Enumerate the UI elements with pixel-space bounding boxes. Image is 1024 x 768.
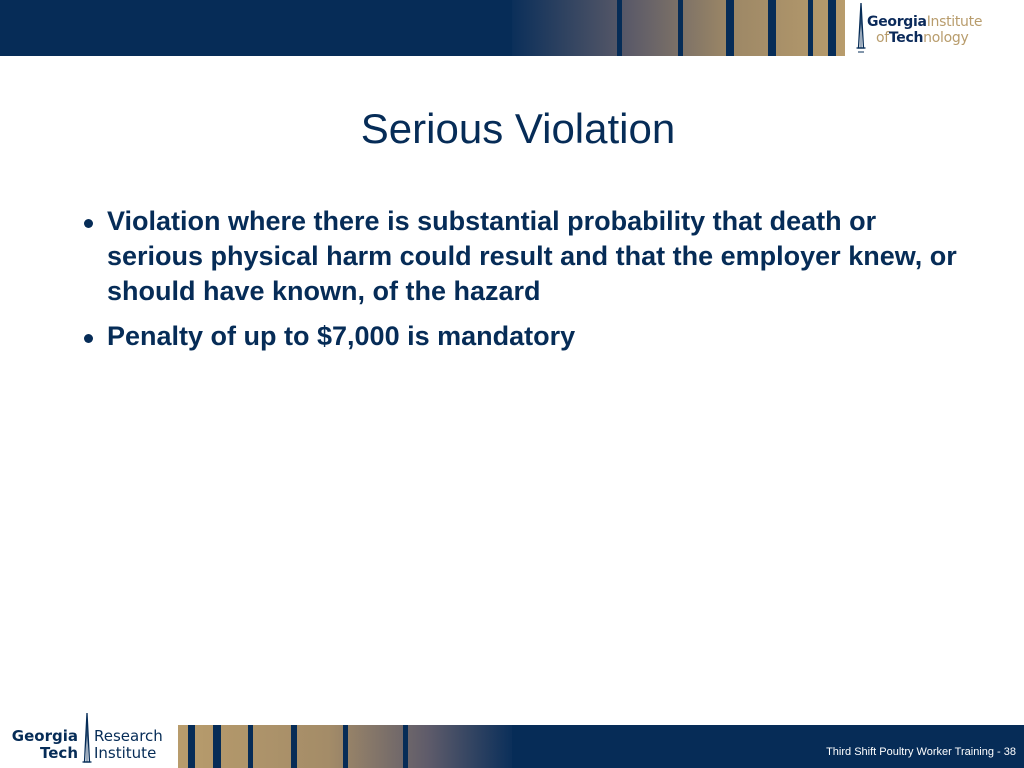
header-stripe bbox=[828, 0, 836, 56]
slide-title: Serious Violation bbox=[360, 105, 676, 152]
bullet-item bbox=[84, 204, 964, 309]
gtri-tech: Tech bbox=[40, 744, 78, 762]
logo-nology: nology bbox=[923, 30, 969, 46]
footer-stripe bbox=[291, 725, 297, 768]
logo-georgia: Georgia bbox=[867, 14, 927, 30]
header-stripe bbox=[726, 0, 734, 56]
footer-stripe bbox=[248, 725, 253, 768]
gtri-logo-right bbox=[94, 728, 163, 762]
logo-line-2 bbox=[867, 30, 982, 46]
header-stripe bbox=[808, 0, 813, 56]
bullet-dot-icon bbox=[84, 219, 93, 228]
footer-caption: Third Shift Poultry Worker Training - 38 bbox=[826, 746, 1016, 758]
bullet-text: Penalty of up to $7,000 is mandatory bbox=[107, 321, 576, 351]
logo-line-1 bbox=[867, 14, 982, 30]
gtri-logo-left bbox=[6, 728, 78, 762]
footer-stripe bbox=[403, 725, 408, 768]
bullet-text: Violation where there is substantial probability that death or serious physical harm could result and that the employer knew, or should have known, of the hazard bbox=[107, 206, 957, 306]
logo-institute: Institute bbox=[926, 14, 983, 30]
tower-spire-icon bbox=[82, 712, 92, 768]
footer-stripe bbox=[213, 725, 221, 768]
gtri-institute: Institute bbox=[94, 744, 157, 762]
header-stripe bbox=[768, 0, 776, 56]
footer-stripe bbox=[188, 725, 195, 768]
header-banner bbox=[0, 0, 1024, 56]
gtri-research: Research bbox=[94, 727, 163, 745]
header-stripe bbox=[678, 0, 683, 56]
tower-spire-icon bbox=[856, 2, 866, 54]
gtri-georgia: Georgia bbox=[11, 727, 78, 745]
header-stripe bbox=[617, 0, 622, 56]
gtri-logo bbox=[0, 712, 178, 768]
header-navy-band bbox=[0, 0, 512, 56]
georgia-tech-logo bbox=[850, 0, 1024, 56]
bullet-dot-icon bbox=[84, 334, 93, 343]
bullet-item bbox=[84, 319, 964, 354]
footer-stripe bbox=[343, 725, 348, 768]
bullet-list bbox=[84, 204, 964, 364]
logo-wordmark bbox=[867, 14, 982, 46]
logo-of: of bbox=[876, 30, 889, 46]
logo-tech: Tech bbox=[888, 30, 924, 46]
